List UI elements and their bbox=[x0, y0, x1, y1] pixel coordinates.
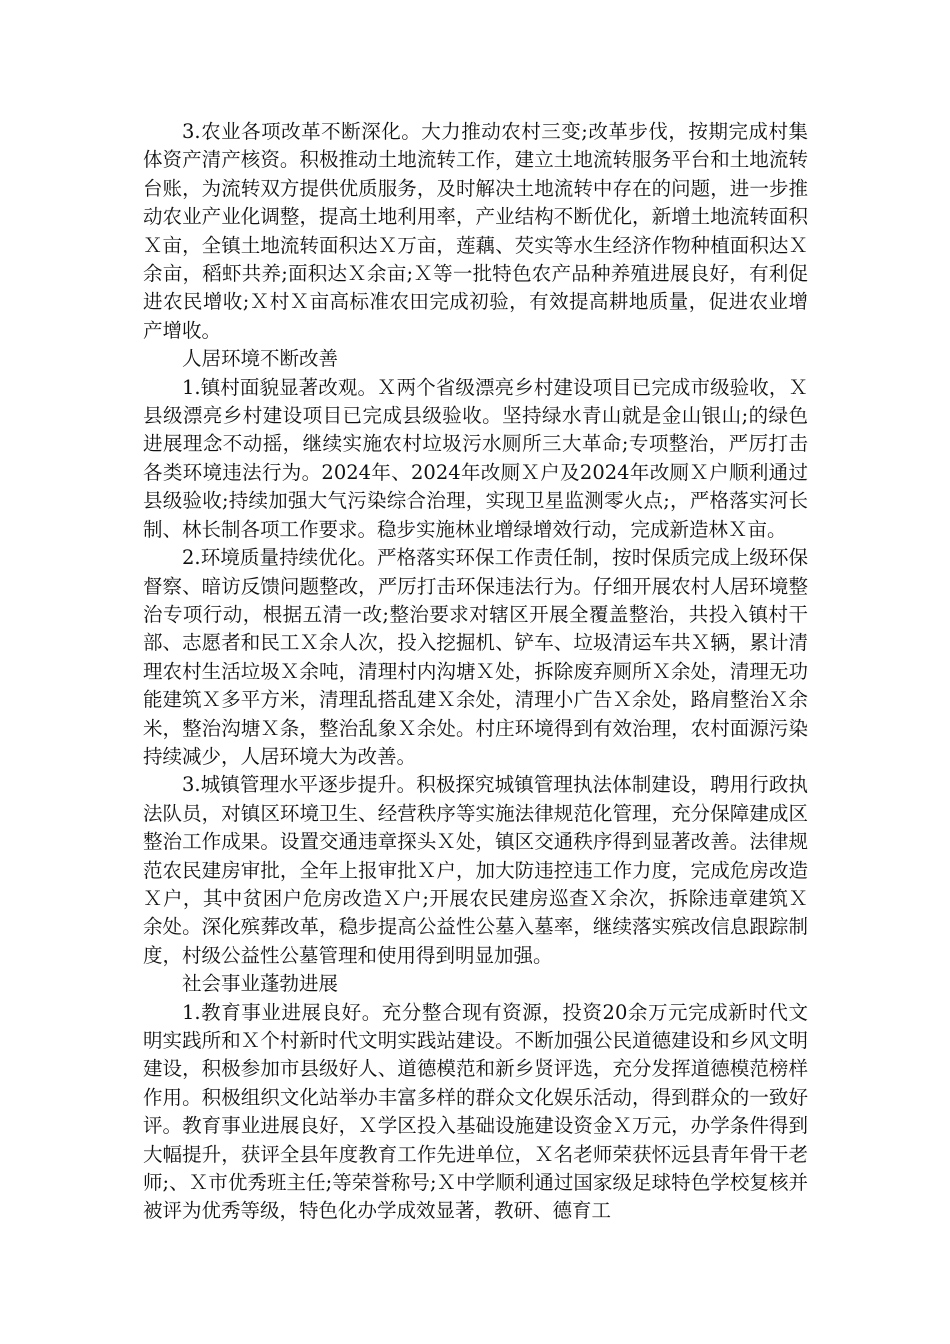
section-heading-living-environment: 人居环境不断改善 bbox=[182, 347, 339, 371]
document-body bbox=[143, 118, 808, 1226]
paragraph-town-appearance: 1.镇村面貌显著改观。Ｘ两个省级漂亮乡村建设项目已完成市级验收，Ｘ县级漂亮乡村建设项目已完成县级验收。坚持绿水青山就是金山银山;的绿色进展理念不动摇，继续实施农村垃圾污水厕所三大革命;专项整治，严厉打击各类环境违法行为。2024年、2024年改厕Ｘ户及2024年改厕Ｘ户顺利通过县级验收;持续加强大气污染综合治理，实现卫星监测零火点;，严格落实河长制、林长制各项工作要求。稳步实施林业增绿增效行动，完成新造林Ｘ亩。 bbox=[143, 375, 808, 541]
paragraph-agriculture-reform: 3.农业各项改革不断深化。大力推动农村三变;改革步伐，按期完成村集体资产清产核资。积极推动土地流转工作，建立土地流转服务平台和土地流转台账，为流转双方提供优质服务，及时解决土地流转中存在的问题，进一步推动农业产业化调整，提高土地利用率，产业结构不断优化，新增土地流转面积Ｘ亩，全镇土地流转面积达Ｘ万亩，莲藕、芡实等水生经济作物种植面积达Ｘ余亩，稻虾共养;面积达Ｘ余亩;Ｘ等一批特色农产品种养殖进展良好，有利促进农民增收;Ｘ村Ｘ亩高标准农田完成初验，有效提高耕地质量，促进农业增产增收。 bbox=[143, 120, 808, 342]
section-heading-social-affairs: 社会事业蓬勃进展 bbox=[182, 972, 339, 996]
paragraph-town-management: 3.城镇管理水平逐步提升。积极探究城镇管理执法体制建设，聘用行政执法队员，对镇区环境卫生、经营秩序等实施法律规范化管理，充分保障建成区整治工作成果。设置交通违章探头Ｘ处，镇区交通秩序得到显著改善。法律规范农民建房审批，全年上报审批Ｘ户，加大防违控违工作力度，完成危房改造Ｘ户，其中贫困户危房改造Ｘ户;开展农民建房巡查Ｘ余次，拆除违章建筑Ｘ余处。深化殡葬改革，稳步提高公益性公墓入墓率，继续落实殡改信息跟踪制度，村级公益性公墓管理和使用得到明显加强。 bbox=[143, 773, 808, 967]
paragraph-environment-quality: 2.环境质量持续优化。严格落实环保工作责任制，按时保质完成上级环保督察、暗访反馈问题整改，严厉打击环保违法行为。仔细开展农村人居环境整治专项行动，根据五清一改;整治要求对辖区开展全覆盖整治，共投入镇村干部、志愿者和民工Ｘ余人次，投入挖掘机、铲车、垃圾清运车共Ｘ辆，累计清理农村生活垃圾Ｘ余吨，清理村内沟塘Ｘ处，拆除废弃厕所Ｘ余处，清理无功能建筑Ｘ多平方米，清理乱搭乱建Ｘ余处，清理小广告Ｘ余处，路肩整治Ｘ余米，整治沟塘Ｘ条，整治乱象Ｘ余处。村庄环境得到有效治理，农村面源污染持续减少，人居环境大为改善。 bbox=[143, 546, 808, 768]
paragraph-education: 1.教育事业进展良好。充分整合现有资源，投资20余万元完成新时代文明实践所和Ｘ个村新时代文明实践站建设。不断加强公民道德建设和乡风文明建设，积极参加市县级好人、道德模范和新乡贤评选，充分发挥道德模范榜样作用。积极组织文化站举办丰富多样的群众文化娱乐活动，得到群众的一致好评。教育事业进展良好，Ｘ学区投入基础设施建设资金Ｘ万元，办学条件得到大幅提升，获评全县年度教育工作先进单位，Ｘ名老师荣获怀远县青年骨干老师;、Ｘ市优秀班主任;等荣誉称号;Ｘ中学顺利通过国家级足球特色学校复核并被评为优秀等级，特色化办学成效显著，教研、德育工 bbox=[143, 1000, 808, 1223]
